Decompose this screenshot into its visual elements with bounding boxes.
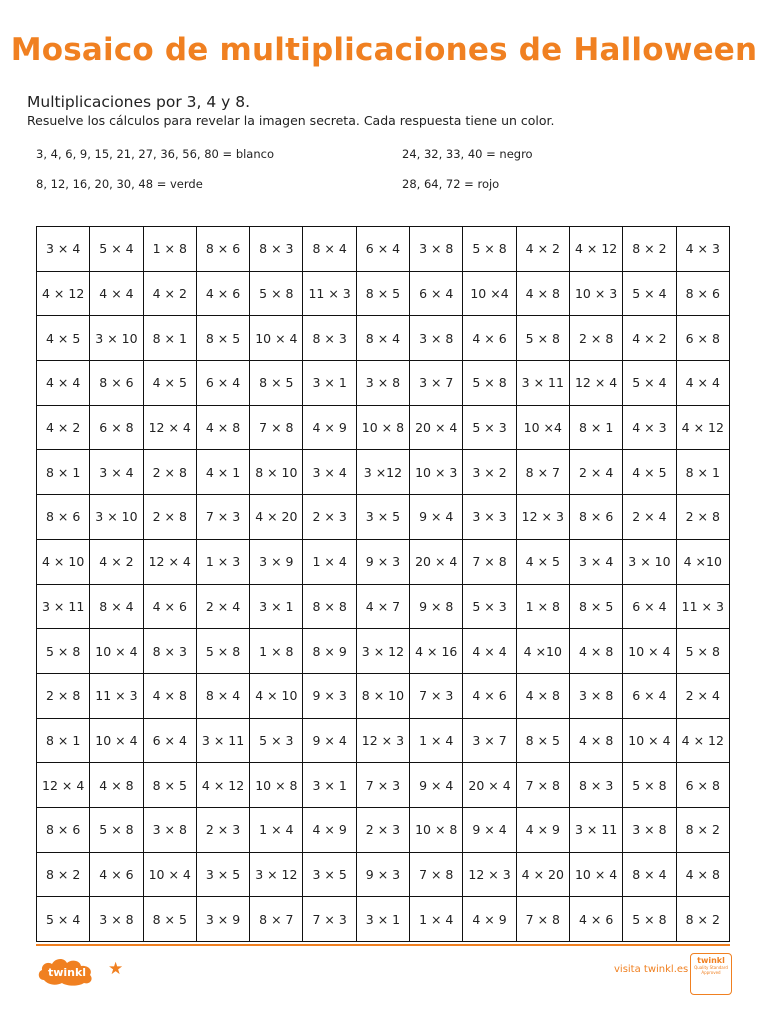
grid-cell[interactable]: 8 × 5 bbox=[569, 584, 622, 629]
grid-cell[interactable]: 4 × 2 bbox=[516, 227, 569, 272]
grid-cell[interactable]: 3 × 10 bbox=[90, 316, 143, 361]
grid-cell[interactable]: 10 × 4 bbox=[90, 718, 143, 763]
grid-cell[interactable]: 8 × 5 bbox=[143, 763, 196, 808]
grid-cell[interactable]: 4 × 6 bbox=[90, 852, 143, 897]
grid-cell[interactable]: 8 × 9 bbox=[303, 629, 356, 674]
grid-row bbox=[37, 629, 730, 674]
grid-row bbox=[37, 897, 730, 942]
grid-cell[interactable]: 3 × 7 bbox=[410, 361, 463, 406]
grid-cell[interactable]: 5 × 3 bbox=[463, 405, 516, 450]
grid-cell[interactable]: 1 × 8 bbox=[516, 584, 569, 629]
grid-cell[interactable]: 4 × 20 bbox=[516, 852, 569, 897]
grid-cell[interactable]: 8 × 4 bbox=[356, 316, 409, 361]
grid-row bbox=[37, 763, 730, 808]
grid-cell[interactable]: 8 × 10 bbox=[250, 450, 303, 495]
grid-cell[interactable]: 1 × 4 bbox=[250, 807, 303, 852]
grid-row bbox=[37, 852, 730, 897]
grid-cell[interactable]: 2 × 4 bbox=[196, 584, 249, 629]
grid-row bbox=[37, 584, 730, 629]
grid-cell[interactable]: 6 × 8 bbox=[90, 405, 143, 450]
grid-cell[interactable]: 10 ×4 bbox=[463, 271, 516, 316]
grid-cell[interactable]: 4 × 4 bbox=[37, 361, 90, 406]
grid-cell[interactable]: 9 × 4 bbox=[410, 763, 463, 808]
grid-cell[interactable]: 8 × 5 bbox=[516, 718, 569, 763]
grid-cell[interactable]: 10 × 4 bbox=[623, 629, 676, 674]
grid-cell[interactable]: 4 × 8 bbox=[516, 673, 569, 718]
grid-cell[interactable]: 3 × 5 bbox=[303, 852, 356, 897]
grid-cell[interactable]: 8 × 3 bbox=[303, 316, 356, 361]
grid-cell[interactable]: 8 × 5 bbox=[250, 361, 303, 406]
grid-cell[interactable]: 7 × 8 bbox=[410, 852, 463, 897]
grid-cell[interactable]: 2 × 4 bbox=[676, 673, 729, 718]
badge-title: twinkl bbox=[697, 956, 725, 965]
grid-cell[interactable]: 8 × 6 bbox=[37, 807, 90, 852]
grid-cell[interactable]: 8 × 1 bbox=[37, 718, 90, 763]
grid-cell[interactable]: 10 × 4 bbox=[90, 629, 143, 674]
grid-cell[interactable]: 8 × 4 bbox=[623, 852, 676, 897]
grid-cell[interactable]: 3 × 11 bbox=[569, 807, 622, 852]
grid-cell[interactable]: 8 × 5 bbox=[356, 271, 409, 316]
grid-cell[interactable]: 6 × 4 bbox=[623, 584, 676, 629]
grid-cell[interactable]: 4 × 9 bbox=[516, 807, 569, 852]
grid-cell[interactable]: 5 × 3 bbox=[250, 718, 303, 763]
grid-cell[interactable]: 4 × 8 bbox=[676, 852, 729, 897]
grid-cell[interactable]: 5 × 3 bbox=[463, 584, 516, 629]
grid-cell[interactable]: 12 × 3 bbox=[463, 852, 516, 897]
grid-row bbox=[37, 405, 730, 450]
grid-cell[interactable]: 20 × 4 bbox=[410, 405, 463, 450]
grid-cell[interactable]: 7 × 3 bbox=[196, 495, 249, 540]
grid-cell[interactable]: 7 × 8 bbox=[250, 405, 303, 450]
grid-cell[interactable]: 4 × 12 bbox=[676, 405, 729, 450]
footer-divider bbox=[36, 944, 730, 946]
grid-cell[interactable]: 6 × 4 bbox=[623, 673, 676, 718]
grid-row bbox=[37, 450, 730, 495]
grid-cell[interactable]: 3 × 8 bbox=[569, 673, 622, 718]
grid-cell[interactable]: 11 × 3 bbox=[303, 271, 356, 316]
grid-cell[interactable]: 2 × 8 bbox=[143, 450, 196, 495]
grid-cell[interactable]: 8 × 6 bbox=[569, 495, 622, 540]
grid-cell[interactable]: 2 × 4 bbox=[623, 495, 676, 540]
grid-cell[interactable]: 6 × 4 bbox=[196, 361, 249, 406]
grid-row bbox=[37, 718, 730, 763]
grid-cell[interactable]: 8 × 10 bbox=[356, 673, 409, 718]
grid-cell[interactable]: 10 × 4 bbox=[569, 852, 622, 897]
grid-cell[interactable]: 2 × 8 bbox=[143, 495, 196, 540]
grid-cell[interactable]: 4 × 3 bbox=[676, 227, 729, 272]
grid-cell[interactable]: 8 × 2 bbox=[676, 807, 729, 852]
grid-cell[interactable]: 10 × 8 bbox=[356, 405, 409, 450]
grid-cell[interactable]: 7 × 8 bbox=[516, 763, 569, 808]
grid-cell[interactable]: 3 × 11 bbox=[516, 361, 569, 406]
grid-cell[interactable]: 2 × 8 bbox=[569, 316, 622, 361]
grid-cell[interactable]: 4 × 4 bbox=[90, 271, 143, 316]
grid-cell[interactable]: 3 × 5 bbox=[196, 852, 249, 897]
mosaic-grid bbox=[36, 226, 730, 942]
grid-cell[interactable]: 3 × 1 bbox=[303, 361, 356, 406]
grid-cell[interactable]: 9 × 4 bbox=[463, 807, 516, 852]
grid-cell[interactable]: 4 × 2 bbox=[90, 539, 143, 584]
grid-cell[interactable]: 4 × 1 bbox=[196, 450, 249, 495]
grid-cell[interactable]: 5 × 8 bbox=[676, 629, 729, 674]
grid-cell[interactable]: 4 × 9 bbox=[303, 807, 356, 852]
visit-link[interactable]: visita twinkl.es bbox=[614, 964, 689, 975]
grid-cell[interactable]: 6 × 8 bbox=[676, 316, 729, 361]
grid-cell[interactable]: 1 × 4 bbox=[303, 539, 356, 584]
grid-cell[interactable]: 5 × 8 bbox=[463, 361, 516, 406]
grid-cell[interactable]: 9 × 8 bbox=[410, 584, 463, 629]
grid-cell[interactable]: 3 × 7 bbox=[463, 718, 516, 763]
grid-cell[interactable]: 3 × 1 bbox=[303, 763, 356, 808]
grid-cell[interactable]: 5 × 8 bbox=[516, 316, 569, 361]
grid-cell[interactable]: 5 × 8 bbox=[623, 763, 676, 808]
grid-cell[interactable]: 3 ×12 bbox=[356, 450, 409, 495]
grid-cell[interactable]: 4 × 6 bbox=[463, 316, 516, 361]
grid-cell[interactable]: 4 × 16 bbox=[410, 629, 463, 674]
grid-cell[interactable]: 20 × 4 bbox=[410, 539, 463, 584]
grid-cell[interactable]: 4 × 12 bbox=[37, 271, 90, 316]
grid-cell[interactable]: 1 × 8 bbox=[143, 227, 196, 272]
grid-cell[interactable]: 4 × 5 bbox=[623, 450, 676, 495]
grid-cell[interactable]: 5 × 8 bbox=[250, 271, 303, 316]
grid-cell[interactable]: 8 × 2 bbox=[37, 852, 90, 897]
grid-cell[interactable]: 3 × 8 bbox=[143, 807, 196, 852]
grid-cell[interactable]: 12 × 4 bbox=[143, 405, 196, 450]
grid-cell[interactable]: 5 × 4 bbox=[37, 897, 90, 942]
grid-cell[interactable]: 8 × 3 bbox=[250, 227, 303, 272]
grid-row bbox=[37, 316, 730, 361]
grid-cell[interactable]: 4 × 9 bbox=[303, 405, 356, 450]
grid-cell[interactable]: 8 × 8 bbox=[303, 584, 356, 629]
grid-cell[interactable]: 10 × 4 bbox=[623, 718, 676, 763]
grid-cell[interactable]: 8 × 4 bbox=[196, 673, 249, 718]
grid-cell[interactable]: 5 × 4 bbox=[90, 227, 143, 272]
page-title: Mosaico de multiplicaciones de Halloween bbox=[10, 32, 758, 68]
grid-cell[interactable]: 5 × 8 bbox=[623, 897, 676, 942]
grid-row bbox=[37, 271, 730, 316]
grid-cell[interactable]: 4 × 3 bbox=[623, 405, 676, 450]
grid-cell[interactable]: 2 × 3 bbox=[303, 495, 356, 540]
grid-cell[interactable]: 6 × 4 bbox=[356, 227, 409, 272]
grid-cell[interactable]: 2 × 4 bbox=[569, 450, 622, 495]
grid-cell[interactable]: 3 × 1 bbox=[356, 897, 409, 942]
grid-cell[interactable]: 4 × 8 bbox=[569, 718, 622, 763]
grid-cell[interactable]: 20 × 4 bbox=[463, 763, 516, 808]
grid-cell[interactable]: 10 × 3 bbox=[569, 271, 622, 316]
grid-cell[interactable]: 8 × 6 bbox=[196, 227, 249, 272]
quality-standard-badge bbox=[690, 953, 732, 995]
grid-cell[interactable]: 8 × 3 bbox=[143, 629, 196, 674]
grid-cell[interactable]: 3 × 8 bbox=[410, 227, 463, 272]
color-key-green: 8, 12, 16, 20, 30, 48 = verde bbox=[36, 177, 203, 191]
grid-cell[interactable]: 4 × 20 bbox=[250, 495, 303, 540]
grid-cell[interactable]: 2 × 8 bbox=[676, 495, 729, 540]
grid-cell[interactable]: 4 × 12 bbox=[196, 763, 249, 808]
grid-row bbox=[37, 361, 730, 406]
grid-cell[interactable]: 3 × 10 bbox=[623, 539, 676, 584]
grid-cell[interactable]: 4 × 12 bbox=[676, 718, 729, 763]
grid-cell[interactable]: 10 × 8 bbox=[410, 807, 463, 852]
grid-cell[interactable]: 10 × 4 bbox=[250, 316, 303, 361]
grid-cell[interactable]: 8 × 5 bbox=[196, 316, 249, 361]
grid-cell[interactable]: 3 × 1 bbox=[250, 584, 303, 629]
grid-cell[interactable]: 5 × 8 bbox=[463, 227, 516, 272]
grid-cell[interactable]: 5 × 8 bbox=[90, 807, 143, 852]
grid-cell[interactable]: 3 × 9 bbox=[196, 897, 249, 942]
grid-cell[interactable]: 4 × 2 bbox=[143, 271, 196, 316]
grid-cell[interactable]: 10 × 8 bbox=[250, 763, 303, 808]
grid-cell[interactable]: 3 × 8 bbox=[410, 316, 463, 361]
grid-cell[interactable]: 10 × 4 bbox=[143, 852, 196, 897]
grid-cell[interactable]: 4 × 8 bbox=[569, 629, 622, 674]
grid-cell[interactable]: 4 × 5 bbox=[37, 316, 90, 361]
grid-cell[interactable]: 4 × 8 bbox=[516, 271, 569, 316]
grid-cell[interactable]: 3 × 8 bbox=[90, 897, 143, 942]
grid-cell[interactable]: 3 × 10 bbox=[90, 495, 143, 540]
grid-cell[interactable]: 7 × 3 bbox=[356, 763, 409, 808]
grid-cell[interactable]: 1 × 3 bbox=[196, 539, 249, 584]
grid-cell[interactable]: 12 × 4 bbox=[143, 539, 196, 584]
grid-cell[interactable]: 3 × 12 bbox=[250, 852, 303, 897]
grid-cell[interactable]: 3 × 8 bbox=[356, 361, 409, 406]
grid-cell[interactable]: 4 × 10 bbox=[250, 673, 303, 718]
grid-cell[interactable]: 6 × 8 bbox=[676, 763, 729, 808]
grid-cell[interactable]: 6 × 4 bbox=[410, 271, 463, 316]
grid-cell[interactable]: 4 × 6 bbox=[196, 271, 249, 316]
grid-cell[interactable]: 8 × 7 bbox=[516, 450, 569, 495]
grid-cell[interactable]: 11 × 3 bbox=[676, 584, 729, 629]
grid-cell[interactable]: 4 × 6 bbox=[569, 897, 622, 942]
grid-cell[interactable]: 5 × 4 bbox=[623, 271, 676, 316]
grid-cell[interactable]: 4 × 6 bbox=[463, 673, 516, 718]
grid-cell[interactable]: 4 ×10 bbox=[676, 539, 729, 584]
grid-cell[interactable]: 4 × 5 bbox=[143, 361, 196, 406]
grid-cell[interactable]: 4 × 8 bbox=[90, 763, 143, 808]
mosaic-grid-body bbox=[37, 227, 730, 942]
badge-line-1: Quality Standard bbox=[694, 965, 728, 970]
grid-cell[interactable]: 4 × 7 bbox=[356, 584, 409, 629]
instructions: Resuelve los cálculos para revelar la imagen secreta. Cada respuesta tiene un color. bbox=[27, 113, 555, 128]
grid-cell[interactable]: 4 × 8 bbox=[196, 405, 249, 450]
grid-cell[interactable]: 5 × 8 bbox=[196, 629, 249, 674]
grid-cell[interactable]: 2 × 3 bbox=[196, 807, 249, 852]
grid-cell[interactable]: 6 × 4 bbox=[143, 718, 196, 763]
grid-cell[interactable]: 12 × 4 bbox=[569, 361, 622, 406]
grid-cell[interactable]: 3 × 3 bbox=[463, 495, 516, 540]
color-key-white: 3, 4, 6, 9, 15, 21, 27, 36, 56, 80 = blanco bbox=[36, 147, 275, 161]
grid-cell[interactable]: 3 × 2 bbox=[463, 450, 516, 495]
grid-cell[interactable]: 9 × 3 bbox=[356, 852, 409, 897]
grid-cell[interactable]: 3 × 4 bbox=[37, 227, 90, 272]
grid-cell[interactable]: 8 × 3 bbox=[569, 763, 622, 808]
logo-text: twinkl bbox=[47, 966, 87, 979]
grid-cell[interactable]: 9 × 3 bbox=[356, 539, 409, 584]
grid-cell[interactable]: 3 × 11 bbox=[196, 718, 249, 763]
grid-cell[interactable]: 8 × 5 bbox=[143, 897, 196, 942]
grid-cell[interactable]: 10 ×4 bbox=[516, 405, 569, 450]
grid-cell[interactable]: 8 × 6 bbox=[37, 495, 90, 540]
grid-cell[interactable]: 3 × 5 bbox=[356, 495, 409, 540]
grid-cell[interactable]: 1 × 4 bbox=[410, 897, 463, 942]
grid-cell[interactable]: 11 × 3 bbox=[90, 673, 143, 718]
subtitle: Multiplicaciones por 3, 4 y 8. bbox=[27, 93, 251, 111]
grid-cell[interactable]: 4 ×10 bbox=[516, 629, 569, 674]
grid-cell[interactable]: 5 × 4 bbox=[623, 361, 676, 406]
grid-cell[interactable]: 9 × 4 bbox=[410, 495, 463, 540]
grid-cell[interactable]: 3 × 11 bbox=[37, 584, 90, 629]
grid-cell[interactable]: 4 × 5 bbox=[516, 539, 569, 584]
grid-cell[interactable]: 1 × 8 bbox=[250, 629, 303, 674]
grid-cell[interactable]: 8 × 2 bbox=[623, 227, 676, 272]
grid-cell[interactable]: 4 × 4 bbox=[463, 629, 516, 674]
grid-cell[interactable]: 7 × 3 bbox=[303, 897, 356, 942]
grid-cell[interactable]: 12 × 3 bbox=[356, 718, 409, 763]
grid-cell[interactable]: 4 × 6 bbox=[143, 584, 196, 629]
grid-cell[interactable]: 4 × 12 bbox=[569, 227, 622, 272]
grid-cell[interactable]: 9 × 4 bbox=[303, 718, 356, 763]
star-icon: ★ bbox=[108, 959, 124, 979]
grid-cell[interactable]: 8 × 6 bbox=[676, 271, 729, 316]
grid-cell[interactable]: 2 × 8 bbox=[37, 673, 90, 718]
grid-cell[interactable]: 4 × 9 bbox=[463, 897, 516, 942]
grid-cell[interactable]: 3 × 12 bbox=[356, 629, 409, 674]
grid-cell[interactable]: 8 × 1 bbox=[676, 450, 729, 495]
grid-cell[interactable]: 3 × 9 bbox=[250, 539, 303, 584]
grid-cell[interactable]: 3 × 4 bbox=[569, 539, 622, 584]
grid-cell[interactable]: 7 × 8 bbox=[516, 897, 569, 942]
grid-cell[interactable]: 8 × 7 bbox=[250, 897, 303, 942]
grid-cell[interactable]: 3 × 4 bbox=[90, 450, 143, 495]
grid-cell[interactable]: 4 × 2 bbox=[623, 316, 676, 361]
grid-cell[interactable]: 2 × 3 bbox=[356, 807, 409, 852]
grid-cell[interactable]: 8 × 2 bbox=[676, 897, 729, 942]
grid-row bbox=[37, 673, 730, 718]
grid-cell[interactable]: 1 × 4 bbox=[410, 718, 463, 763]
grid-cell[interactable]: 8 × 1 bbox=[569, 405, 622, 450]
grid-cell[interactable]: 8 × 4 bbox=[303, 227, 356, 272]
grid-cell[interactable]: 3 × 8 bbox=[623, 807, 676, 852]
grid-cell[interactable]: 10 × 3 bbox=[410, 450, 463, 495]
grid-cell[interactable]: 12 × 4 bbox=[37, 763, 90, 808]
grid-cell[interactable]: 8 × 1 bbox=[143, 316, 196, 361]
grid-cell[interactable]: 4 × 2 bbox=[37, 405, 90, 450]
grid-cell[interactable]: 7 × 8 bbox=[463, 539, 516, 584]
color-key-black: 24, 32, 33, 40 = negro bbox=[402, 147, 533, 161]
grid-cell[interactable]: 12 × 3 bbox=[516, 495, 569, 540]
grid-cell[interactable]: 8 × 4 bbox=[90, 584, 143, 629]
twinkl-logo-icon bbox=[36, 954, 98, 988]
grid-row bbox=[37, 227, 730, 272]
grid-cell[interactable]: 4 × 10 bbox=[37, 539, 90, 584]
grid-cell[interactable]: 7 × 3 bbox=[410, 673, 463, 718]
grid-row bbox=[37, 807, 730, 852]
color-key-red: 28, 64, 72 = rojo bbox=[402, 177, 500, 191]
grid-cell[interactable]: 8 × 6 bbox=[90, 361, 143, 406]
grid-cell[interactable]: 3 × 4 bbox=[303, 450, 356, 495]
badge-line-2: Approved bbox=[701, 970, 721, 975]
grid-cell[interactable]: 4 × 8 bbox=[143, 673, 196, 718]
grid-cell[interactable]: 8 × 1 bbox=[37, 450, 90, 495]
grid-cell[interactable]: 4 × 4 bbox=[676, 361, 729, 406]
grid-row bbox=[37, 495, 730, 540]
grid-cell[interactable]: 5 × 8 bbox=[37, 629, 90, 674]
grid-row bbox=[37, 539, 730, 584]
grid-cell[interactable]: 9 × 3 bbox=[303, 673, 356, 718]
